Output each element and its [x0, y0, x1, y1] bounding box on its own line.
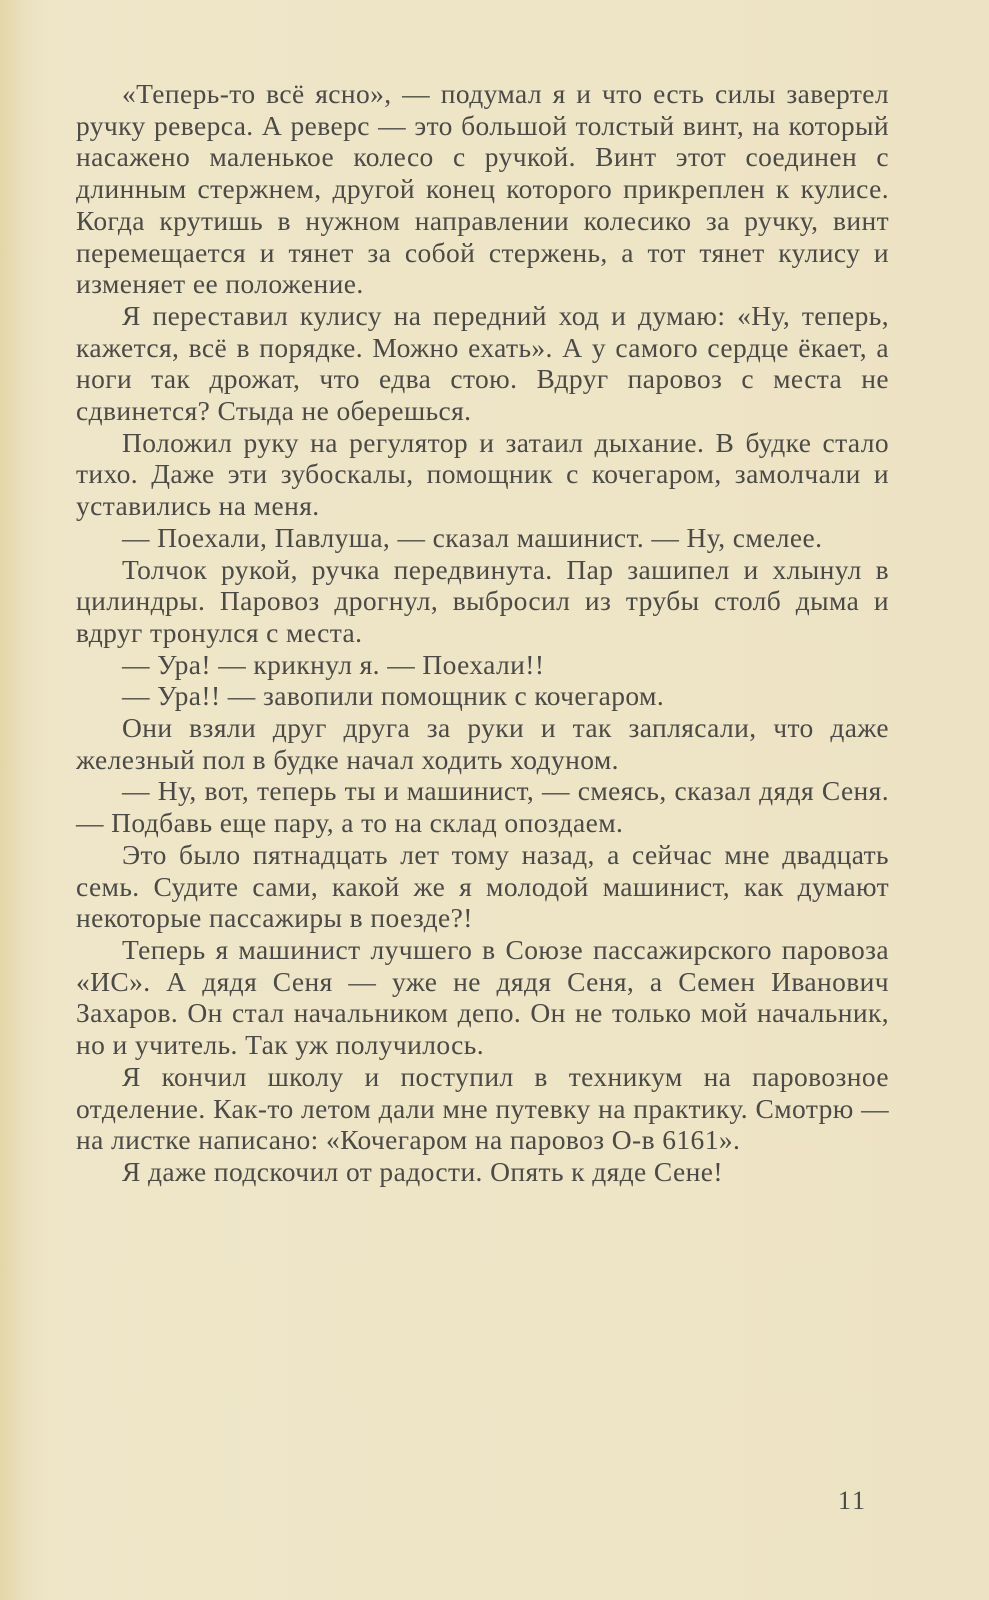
paragraph-13: Я даже подскочил от радости. Опять к дяде Сене! — [122, 1155, 723, 1187]
paragraph-6: — Ура! — крикнул я. — Поехали!! — [122, 648, 545, 680]
body-text — [76, 78, 889, 1188]
paragraph-4: — Поехали, Павлуша, — сказал машинист. — Ну, смелее. — [122, 521, 823, 553]
paragraph-12: Я кончил школу и поступил в техникум на паровозное отделение. Как-то летом дали мне путевку на практику. Смотрю — на листке написано: «Кочегаром на паровоз О-в 6161». — [76, 1060, 889, 1156]
paragraph-2: Я переставил кулису на передний ход и думаю: «Ну, теперь, кажется, всё в порядке. Можно ехать». А у самого сердце ёкает, а ноги так дрожат, что едва стою. Вдруг паровоз с места не сдвинется? Стыда не оберешься. — [76, 299, 889, 427]
paragraph-9: — Ну, вот, теперь ты и машинист, — смеясь, сказал дядя Сеня. — Подбавь еще пару, а то на склад опоздаем. — [76, 775, 889, 839]
page-number: 11 — [838, 1486, 868, 1515]
paragraph-8: Они взяли друг друга за руки и так заплясали, что даже железный пол в будке начал ходить ходуном. — [76, 712, 889, 775]
paragraph-10: Это было пятнадцать лет тому назад, а сейчас мне двадцать семь. Судите сами, какой же я молодой машинист, как думают некоторые пассажиры в поезде?! — [76, 838, 889, 934]
paragraph-5: Толчок рукой, ручка передвинута. Пар зашипел и хлынул в цилиндры. Паровоз дрогнул, выбросил из трубы столб дыма и вдруг тронулся с места. — [76, 553, 889, 648]
paragraph-11: Теперь я машинист лучшего в Союзе пассажирского паровоза «ИС». А дядя Сеня — уже не дядя Сеня, а Семен Иванович Захаров. Он стал начальником депо. Он не только мой начальник, но и учитель. Так уж получилось. — [76, 933, 889, 1061]
paragraph-7: — Ура!! — завопили помощник с кочегаром. — [122, 680, 665, 712]
paragraph-3: Положил руку на регулятор и затаил дыхание. В будке стало тихо. Даже эти зубоскалы, помощник с кочегаром, замолчали и уставились на меня. — [76, 426, 889, 522]
paragraph-1: «Теперь-то всё ясно», — подумал я и что есть силы завертел ручку реверса. А реверс — это большой толстый винт, на который насажено маленькое колесо с ручкой. Винт этот соединен с длинным стержнем, другой конец которого прикреплен к кулисе. Когда крутишь в нужном направлении колесико за ручку, винт перемещается и тянет за собой стержень, а тот тянет кулису и изменяет ее положение. — [76, 78, 889, 300]
